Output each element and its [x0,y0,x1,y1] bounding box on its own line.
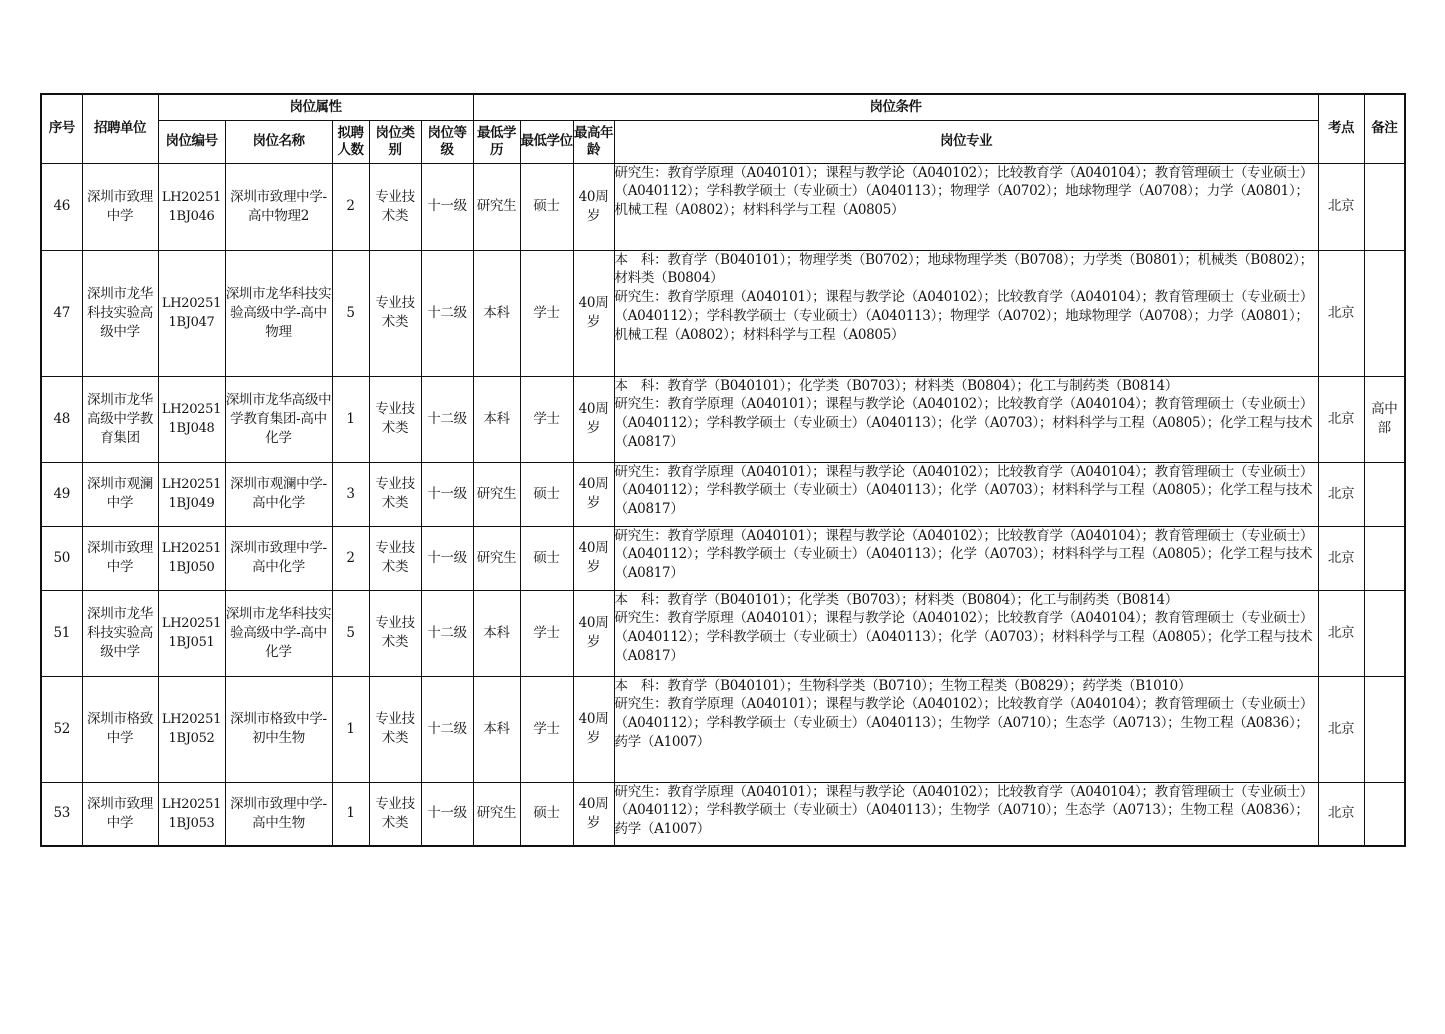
table-row [41,163,1405,250]
unit-cell: 深圳市龙华科技实验高级中学 [82,590,158,676]
seq-cell: 49 [41,462,82,526]
recruitment-table [40,93,1406,847]
code-cell: LH202511BJ048 [158,376,225,462]
count-cell: 5 [332,250,369,376]
count-cell: 2 [332,163,369,250]
grade-cell: 十一级 [421,462,473,526]
category-cell: 专业技术类 [369,462,421,526]
edu-cell: 研究生 [473,526,520,590]
grade-cell: 十一级 [421,526,473,590]
header-post-attr: 岗位属性 [158,94,473,120]
major-cell [614,676,1318,782]
unit-cell: 深圳市致理中学 [82,526,158,590]
age-cell: 40周岁 [573,462,614,526]
count-cell: 3 [332,462,369,526]
edu-cell: 本科 [473,376,520,462]
age-cell: 40周岁 [573,163,614,250]
grade-cell: 十一级 [421,782,473,846]
site-cell: 北京 [1318,250,1364,376]
major-line: 研究生：教育学原理（A040101）；课程与教学论（A040102）；比较教育学（A040104）；教育管理硕士（专业硕士）（A040112）；学科教学硕士（专业硕士）（A040113）；物理学（A0702）；地球物理学（A0708）；力学（A0801）；机械工程（A0802）；材料科学与工程（A0805） [614,289,1314,343]
header-min-degree: 最低学位 [520,120,573,163]
name-cell: 深圳市龙华科技实验高级中学-高中化学 [225,590,332,676]
table-row [41,526,1405,590]
seq-cell: 46 [41,163,82,250]
count-cell: 5 [332,590,369,676]
seq-cell: 50 [41,526,82,590]
name-cell: 深圳市格致中学-初中生物 [225,676,332,782]
remark-cell [1364,163,1405,250]
age-cell: 40周岁 [573,376,614,462]
name-cell: 深圳市观澜中学-高中化学 [225,462,332,526]
remark-cell: 高中部 [1364,376,1405,462]
degree-cell: 硕士 [520,782,573,846]
remark-cell [1364,526,1405,590]
unit-cell: 深圳市龙华高级中学教育集团 [82,376,158,462]
remark-cell [1364,782,1405,846]
major-line: 研究生：教育学原理（A040101）；课程与教学论（A040102）；比较教育学（A040104）；教育管理硕士（专业硕士）（A040112）；学科教学硕士（专业硕士）（A040113）；化学（A0703）；材料科学与工程（A0805）；化学工程与技术（A0817） [614,610,1314,664]
unit-cell: 深圳市致理中学 [82,782,158,846]
site-cell: 北京 [1318,526,1364,590]
name-cell: 深圳市致理中学-高中物理2 [225,163,332,250]
header-max-age: 最高年龄 [573,120,614,163]
header-grade: 岗位等级 [421,120,473,163]
seq-cell: 52 [41,676,82,782]
header-exam-site: 考点 [1318,94,1364,163]
seq-cell: 48 [41,376,82,462]
code-cell: LH202511BJ053 [158,782,225,846]
remark-cell [1364,590,1405,676]
header-row-1 [41,94,1405,120]
category-cell: 专业技术类 [369,590,421,676]
grade-cell: 十二级 [421,376,473,462]
code-cell: LH202511BJ049 [158,462,225,526]
remark-cell [1364,462,1405,526]
age-cell: 40周岁 [573,590,614,676]
edu-cell: 研究生 [473,163,520,250]
degree-cell: 学士 [520,590,573,676]
unit-cell: 深圳市观澜中学 [82,462,158,526]
table-body [41,163,1405,846]
category-cell: 专业技术类 [369,376,421,462]
remark-cell [1364,676,1405,782]
table-row [41,590,1405,676]
count-cell: 1 [332,782,369,846]
grade-cell: 十二级 [421,250,473,376]
header-remark: 备注 [1364,94,1405,163]
edu-cell: 本科 [473,250,520,376]
code-cell: LH202511BJ047 [158,250,225,376]
site-cell: 北京 [1318,782,1364,846]
edu-cell: 研究生 [473,782,520,846]
edu-cell: 研究生 [473,462,520,526]
grade-cell: 十一级 [421,163,473,250]
header-min-edu: 最低学历 [473,120,520,163]
major-line: 本 科：教育学（B040101）；生物科学类（B0710）；生物工程类（B0829）；药学类（B1010） [614,677,1192,694]
header-count: 拟聘人数 [332,120,369,163]
code-cell: LH202511BJ052 [158,676,225,782]
seq-cell: 53 [41,782,82,846]
table-row [41,250,1405,376]
grade-cell: 十二级 [421,590,473,676]
site-cell: 北京 [1318,163,1364,250]
degree-cell: 学士 [520,676,573,782]
unit-cell: 深圳市格致中学 [82,676,158,782]
category-cell: 专业技术类 [369,676,421,782]
major-cell [614,376,1318,462]
count-cell: 1 [332,376,369,462]
major-line: 研究生：教育学原理（A040101）；课程与教学论（A040102）；比较教育学（A040104）；教育管理硕士（专业硕士）（A040112）；学科教学硕士（专业硕士）（A040113）；化学（A0703）；材料科学与工程（A0805）；化学工程与技术（A0817） [614,463,1314,518]
code-cell: LH202511BJ046 [158,163,225,250]
major-cell [614,782,1318,846]
major-cell [614,462,1318,526]
degree-cell: 硕士 [520,526,573,590]
unit-cell: 深圳市龙华科技实验高级中学 [82,250,158,376]
major-cell [614,526,1318,590]
category-cell: 专业技术类 [369,250,421,376]
major-line: 研究生：教育学原理（A040101）；课程与教学论（A040102）；比较教育学（A040104）；教育管理硕士（专业硕士）（A040112）；学科教学硕士（专业硕士）（A040113）；化学（A0703）；材料科学与工程（A0805）；化学工程与技术（A0817） [614,527,1314,582]
recruitment-table-page [40,93,1404,847]
major-line: 研究生：教育学原理（A040101）；课程与教学论（A040102）；比较教育学（A040104）；教育管理硕士（专业硕士）（A040112）；学科教学硕士（专业硕士）（A040113）；生物学（A0710）；生态学（A0713）；生物工程（A0836）；药学（A1007） [614,696,1314,750]
age-cell: 40周岁 [573,250,614,376]
seq-cell: 47 [41,250,82,376]
unit-cell: 深圳市致理中学 [82,163,158,250]
major-line: 本 科：教育学（B040101）；物理学类（B0702）；地球物理学类（B0708）；力学类（B0801）；机械类（B0802）；材料类（B0804） [614,251,1313,287]
header-post-cond: 岗位条件 [473,94,1318,120]
category-cell: 专业技术类 [369,782,421,846]
count-cell: 1 [332,676,369,782]
header-category: 岗位类别 [369,120,421,163]
edu-cell: 本科 [473,590,520,676]
major-cell [614,250,1318,376]
code-cell: LH202511BJ050 [158,526,225,590]
site-cell: 北京 [1318,676,1364,782]
name-cell: 深圳市致理中学-高中化学 [225,526,332,590]
table-row [41,462,1405,526]
degree-cell: 学士 [520,376,573,462]
table-row [41,376,1405,462]
age-cell: 40周岁 [573,676,614,782]
header-major: 岗位专业 [614,120,1318,163]
table-row [41,782,1405,846]
name-cell: 深圳市致理中学-高中生物 [225,782,332,846]
major-cell [614,590,1318,676]
degree-cell: 硕士 [520,163,573,250]
degree-cell: 硕士 [520,462,573,526]
site-cell: 北京 [1318,590,1364,676]
major-line: 研究生：教育学原理（A040101）；课程与教学论（A040102）；比较教育学（A040104）；教育管理硕士（专业硕士）（A040112）；学科教学硕士（专业硕士）（A040113）；生物学（A0710）；生态学（A0713）；生物工程（A0836）；药学（A1007） [614,783,1314,838]
header-row-2 [41,120,1405,163]
edu-cell: 本科 [473,676,520,782]
major-line: 研究生：教育学原理（A040101）；课程与教学论（A040102）；比较教育学（A040104）；教育管理硕士（专业硕士）（A040112）；学科教学硕士（专业硕士）（A040113）；物理学（A0702）；地球物理学（A0708）；力学（A0801）；机械工程（A0802）；材料科学与工程（A0805） [614,164,1314,219]
age-cell: 40周岁 [573,782,614,846]
count-cell: 2 [332,526,369,590]
major-line: 本 科：教育学（B040101）；化学类（B0703）；材料类（B0804）；化工与制药类（B0814） [614,591,1178,608]
major-cell [614,163,1318,250]
name-cell: 深圳市龙华科技实验高级中学-高中物理 [225,250,332,376]
grade-cell: 十二级 [421,676,473,782]
code-cell: LH202511BJ051 [158,590,225,676]
name-cell: 深圳市龙华高级中学教育集团-高中化学 [225,376,332,462]
category-cell: 专业技术类 [369,526,421,590]
major-line: 研究生：教育学原理（A040101）；课程与教学论（A040102）；比较教育学（A040104）；教育管理硕士（专业硕士）（A040112）；学科教学硕士（专业硕士）（A040113）；化学（A0703）；材料科学与工程（A0805）；化学工程与技术（A0817） [614,396,1314,450]
category-cell: 专业技术类 [369,163,421,250]
header-post-name: 岗位名称 [225,120,332,163]
header-post-code: 岗位编号 [158,120,225,163]
header-unit: 招聘单位 [82,94,158,163]
degree-cell: 学士 [520,250,573,376]
header-seq: 序号 [41,94,82,163]
major-line: 本 科：教育学（B040101）；化学类（B0703）；材料类（B0804）；化工与制药类（B0814） [614,377,1178,394]
site-cell: 北京 [1318,462,1364,526]
remark-cell [1364,250,1405,376]
site-cell: 北京 [1318,376,1364,462]
table-row [41,676,1405,782]
age-cell: 40周岁 [573,526,614,590]
seq-cell: 51 [41,590,82,676]
